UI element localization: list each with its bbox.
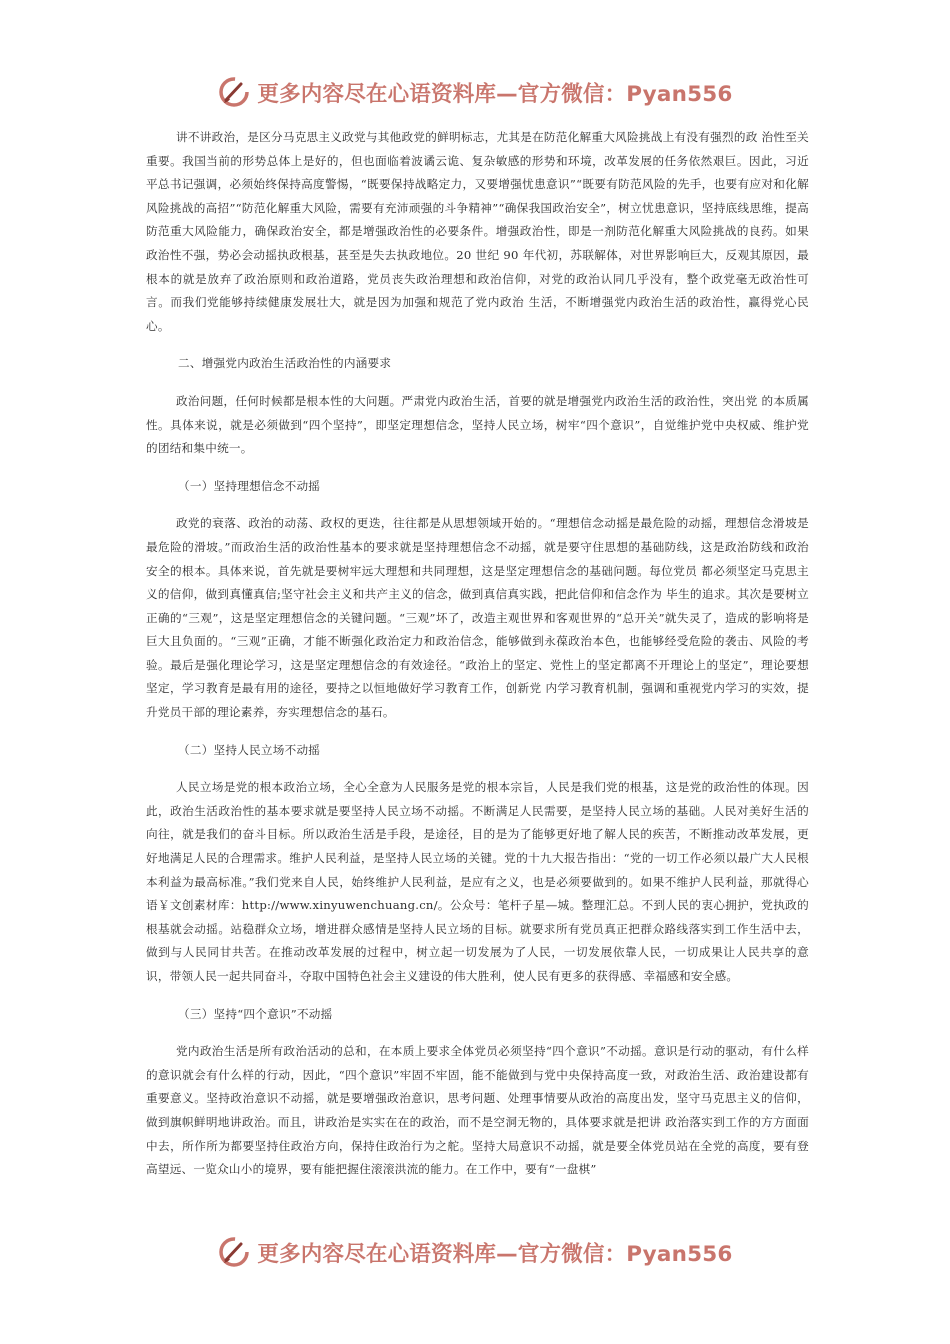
header-watermark-banner: [0, 68, 950, 116]
subsection-heading: （二）坚持人民立场不动摇: [178, 742, 321, 757]
subsection-heading: （一）坚持理想信念不动摇: [178, 478, 321, 493]
brush-logo-icon: [217, 1235, 251, 1269]
paragraph: 人民立场是党的根本政治立场，全心全意为人民服务是党的根本宗旨，人民是我们党的根基，这是党的政治性的体现。因此，政治生活政治性的基本要求就是要坚持人民立场不动摇。不断满足人民需要，是坚持人民立场的基础。人民对美好生活的向往，就是我们的奋斗目标。所以政治生活是手段，是途径，目的是为了能够更好地了解人民的疾苦，不断推动改革发展，更好地满足人民的合理需求。维护人民利益，是坚持人民立场的关键。党的十九大报告指出：“党的一切工作必须以最广大人民根本利益为最高标准。”我们党来自人民，始终维护人民利益，是应有之义，也是必须要做到的。如果不维护人民利益，那就得心语￥文创素材库：http://www.xinyuwenchuang.cn/。公众号：笔杆子星—城。整理汇总。不到人民的衷心拥护，党执政的根基就会动摇。站稳群众立场，增进群众感情是坚持人民立场的目标。就要求所有党员真正把群众路线落实到工作生活中去，做到与人民同甘共苦。在推动改革发展的过程中，树立起一切发展为了人民，一切发展依靠人民，一切成果让人民共享的意识，带领人民一起共同奋斗，夺取中国特色社会主义建设的伟大胜利，使人民有更多的获得感、幸福感和安全感。: [146, 780, 809, 983]
document-body: [146, 126, 809, 1182]
section-heading: 二、增强党内政治生活政治性的内涵要求: [178, 356, 392, 371]
paragraph: 党内政治生活是所有政治活动的总和，在本质上要求全体党员必须坚持“四个意识”不动摇。意识是行动的驱动，有什么样的意识就会有什么样的行动，因此，“四个意识”牢固不牢固，能不能做到与党中央保持高度一致，对政治生活、政治建设都有重要意义。坚持政治意识不动摇，就是要增强政治意识，思考问题、处理事情要从政治的高度出发，坚守马克思主义的信仰，做到旗帜鲜明地讲政治。而且，讲政治是实实在在的政治，而不是空洞无物的，具体要求就是把讲 政治落实到工作的方方面面中去，所作所为都要坚持住政治方向，保持住政治行为之舵。坚持大局意识不动摇，就是要全体党员站在全党的高度，要有登高望远、一览众山小的境界，要有能把握住滚滚洪流的能力。在工作中，要有“一盘棋”: [146, 1044, 809, 1177]
footer-watermark-banner: [0, 1228, 950, 1276]
subsection-heading: （三）坚持“四个意识”不动摇: [178, 1006, 333, 1021]
brush-logo-icon: [217, 75, 251, 109]
paragraph: 讲不讲政治，是区分马克思主义政党与其他政党的鲜明标志，尤其是在防范化解重大风险挑战上有没有强烈的政 治性至关重要。我国当前的形势总体上是好的，但也面临着波谲云诡、复杂敏感的形势和环境，改革发展的任务依然艰巨。因此，习近平总书记强调，必须始终保持高度警惕，“既要保持战略定力，又要增强忧患意识”“既要有防范风险的先手，也要有应对和化解风险挑战的高招”“防范化解重大风险，需要有充沛顽强的斗争精神”“确保我国政治安全”，树立忧患意识，坚持底线思维，提高防范重大风险能力，确保政治安全，都是增强政治性的必要条件。增强政治性，即是一剂防范化解重大风险挑战的良药。如果政治性不强，势必会动摇执政根基，甚至是失去执政地位。20 世纪 90 年代初，苏联解体，对世界影响巨大，反观其原因，最根本的就是放弃了政治原则和政治道路，党员丧失政治理想和政治信仰，对党的政治认同几乎没有，整个政党毫无政治性可言。而我们党能够持续健康发展壮大，就是因为加强和规范了党内政治 生活，不断增强党内政治生活的政治性，赢得党心民心。: [146, 130, 809, 333]
paragraph: 政党的衰落、政治的动荡、政权的更迭，往往都是从思想领域开始的。“理想信念动摇是最危险的动摇，理想信念滑坡是最危险的滑坡。”而政治生活的政治性基本的要求就是坚持理想信念不动摇，就是要守住思想的基础防线，这是政治防线和政治安全的根本。具体来说，首先就是要树牢远大理想和共同理想，这是坚定理想信念的基础问题。每位党员 都必须坚定马克思主义的信仰，做到真懂真信;坚守社会主义和共产主义的信念，做到真信真实践，把此信仰和信念作为 毕生的追求。其次是要树立正确的“三观”，这是坚定理想信念的关键问题。“三观”坏了，改造主观世界和客观世界的“总开关”就失灵了，造成的影响将是巨大且负面的。“三观”正确，才能不断强化政治定力和政治信念，能够做到永葆政治本色，也能够经受危险的袭击、风险的考验。最后是强化理论学习，这是坚定理想信念的有效途径。“政治上的坚定、党性上的坚定都离不开理论上的坚定”，理论要想坚定，学习教育是最有用的途径，要持之以恒地做好学习教育工作，创新党 内学习教育机制，强调和重视党内学习的实效，提升党员干部的理论素养，夯实理想信念的基石。: [146, 516, 809, 720]
banner-text: 更多内容尽在心语资料库—官方微信：Pyan556: [257, 81, 733, 107]
paragraph: 政治问题，任何时候都是根本性的大问题。严肃党内政治生活，首要的就是增强党内政治生活的政治性，突出党 的本质属性。具体来说，就是必须做到“四个坚持”，即坚定理想信念，坚持人民立场，树牢“四个意识”，自觉维护党中央权威、维护党的团结和集中统一。: [146, 393, 809, 456]
banner-text: 更多内容尽在心语资料库—官方微信：Pyan556: [257, 1241, 733, 1267]
